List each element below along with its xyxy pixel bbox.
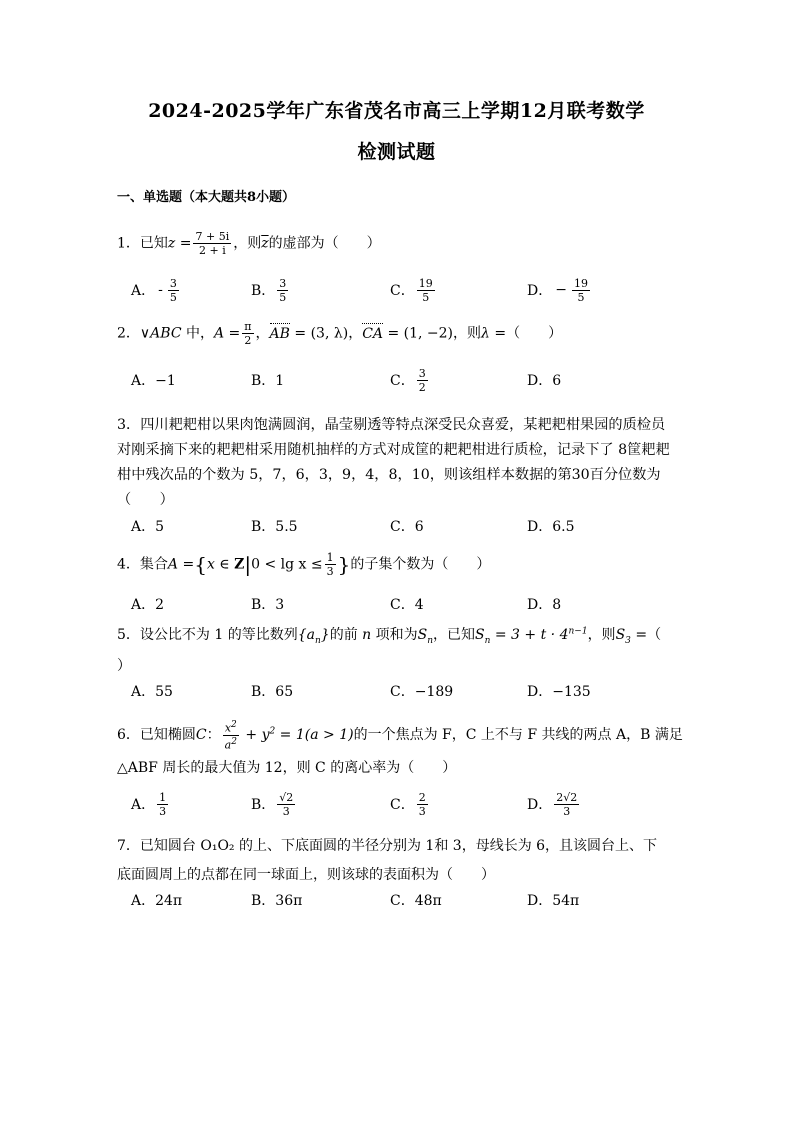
option-d[interactable]: D．54π [527,893,580,909]
question-5-stem-cont: ） [117,658,131,674]
option-b[interactable]: B．5.5 [251,519,298,535]
question-7-options [131,883,691,917]
option-a[interactable]: A． - $\frac{3}{5}$ [131,276,177,304]
q1-fraction: $\frac{7 + 5i}{2 + i}$ [195,230,230,257]
option-a[interactable]: A． $\frac{1}{3}$ [131,790,167,818]
option-a[interactable]: A．−1 [131,373,176,389]
option-a[interactable]: A．2 [131,597,165,613]
option-d[interactable]: D． $\frac{2√2}{3}$ [527,790,578,818]
option-c[interactable]: C．6 [390,519,424,535]
option-c[interactable]: C．−189 [390,684,454,700]
question-6-options [131,787,691,821]
option-b[interactable]: B． $\frac{3}{5}$ [251,276,287,304]
option-d[interactable]: D．8 [527,597,562,613]
question-5-options [131,674,691,708]
question-7-stem: 7．已知圆台 O₁O₂ 的上、下底面圆的半径分别为 1和 3，母线长为 6，且该圆台上、下 [117,838,658,854]
option-c[interactable]: C． $\frac{19}{5}$ [390,276,433,304]
question-1-options [131,273,691,307]
option-d[interactable]: D．6.5 [527,519,575,535]
option-b[interactable]: B．3 [251,597,285,613]
option-b[interactable]: B．65 [251,684,294,700]
question-7-stem-line2: 底面圆周上的点都在同一球面上，则该球的表面积为（ ） [117,867,495,883]
option-d[interactable]: D．6 [527,373,562,389]
option-d[interactable]: D．−135 [527,684,591,700]
question-2-stem: 2．∨ABC 中，A = $\frac{\pi}{2}$ ，AB = (3, λ)，CA = (1, −2)，则λ =（ ） [117,320,563,347]
question-6-stem: 6．已知椭圆C： $\frac{x^2}{a^2}$ + $y^2 = 1(a > 1)$的一个焦点为 F，C 上不与 F 共线的两点 A，B 满足 [117,720,683,752]
document-title-line2: 检测试题 [357,141,436,163]
option-b[interactable]: B． $\frac{√2}{3}$ [251,790,294,818]
question-1-stem: 1．已知z = $\frac{7 + 5i}{2 + i}$ ，则$\overline{z}$的虚部为（ ） [117,230,381,257]
question-4-options [131,587,691,621]
option-c[interactable]: C． $\frac{3}{2}$ [390,366,426,394]
option-c[interactable]: C．48π [390,893,442,909]
option-a[interactable]: A．55 [131,684,173,700]
option-c[interactable]: C． $\frac{2}{3}$ [390,790,426,818]
document-title-line1: 2024-2025学年广东省茂名市高三上学期12月联考数学 [148,100,645,122]
option-d[interactable]: D． − $\frac{19}{5}$ [527,276,588,304]
section-heading: 一、单选题（本大题共8小题） [117,190,296,205]
option-a[interactable]: A．24π [131,893,183,909]
option-b[interactable]: B．36π [251,893,303,909]
question-5-stem: 5．设公比不为 1 的等比数列$\{a_n\}$的前 n 项和为$S_n$，已知$S_n = 3 + t \cdot 4^{n-1}$，则$S_3$ =（ [117,626,662,646]
question-2-options [131,363,691,397]
option-c[interactable]: C．4 [390,597,424,613]
option-b[interactable]: B．1 [251,373,285,389]
question-4-stem: 4．集合A ={x ∈ Z|0 < lg x ≤ $\frac{1}{3}$ }的子集个数为（ ） [117,551,491,578]
question-6-stem-line2: △ABF 周长的最大值为 12，则 C 的离心率为（ ） [117,760,457,776]
question-3-options [131,509,691,543]
question-3-stem: 3．四川耙耙柑以果肉饱满圆润，晶莹剔透等特点深受民众喜爱，某耙耙柑果园的质检员对刚采摘下来的耙耙柑采用随机抽样的方式对成筐的耙耙柑进行质检，记录下了 8筐耙耙柑中残次品的个数为 5，7，6，3，9，4，8，10，则该组样本数据的第30百分位数为（ ） [117,417,670,508]
option-a[interactable]: A．5 [131,519,165,535]
